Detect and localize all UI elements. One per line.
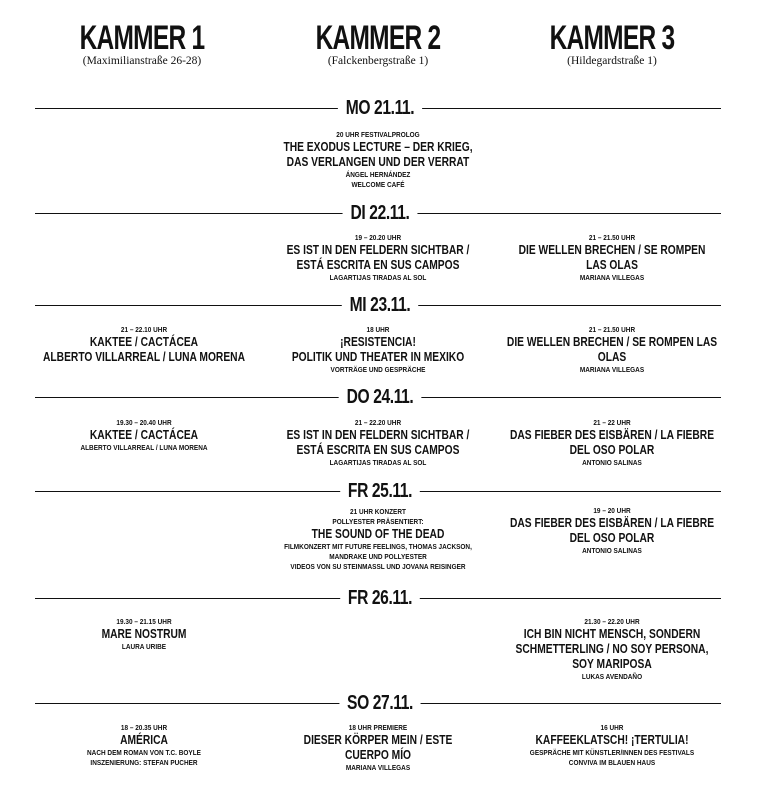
event-block: [248, 418, 508, 468]
event-note: MANDRAKE UND POLLYESTER: [329, 552, 427, 561]
event-title: KAKTEE / CACTÁCEA: [89, 335, 199, 349]
day-label-text: DO 24.11.: [339, 386, 421, 408]
event-time: 21 – 21.50 UHR: [588, 233, 636, 242]
event-block: [14, 617, 274, 652]
event-time: 21 – 22.20 UHR: [354, 418, 402, 427]
venue-address: (Maximilianstraße 26-28): [82, 55, 202, 67]
event-time: 20 UHR FESTIVALPROLOG: [336, 130, 420, 139]
event-note: LAGARTIJAS TIRADAS AL SOL: [329, 273, 427, 282]
event-time: 21 – 22.10 UHR: [120, 325, 168, 334]
event-note: ALBERTO VILLARREAL / LUNA MORENA: [80, 443, 208, 452]
event-note: GESPRÄCHE MIT KÜNSTLER/INNEN DES FESTIVALS: [529, 748, 695, 757]
event-time: 18 UHR: [366, 325, 390, 334]
day-label-text: DI 22.11.: [343, 202, 418, 224]
event-title: MARE NOSTRUM: [101, 627, 187, 641]
event-note: NACH DEM ROMAN VON T.C. BOYLE: [87, 748, 201, 757]
event-block: [482, 418, 742, 468]
event-block: [14, 325, 274, 365]
event-title: DIE WELLEN BRECHEN / SE ROMPEN: [518, 243, 706, 257]
day-label: [302, 202, 458, 224]
event-note: VORTRÄGE UND GESPRÄCHE: [330, 365, 426, 374]
event-time: 21.30 – 22.20 UHR: [584, 617, 640, 626]
event-time: 21 – 22 UHR: [593, 418, 631, 427]
event-block: [248, 507, 508, 572]
event-title: ¡RESISTENCIA!: [340, 335, 416, 349]
event-note: LAURA URIBE: [121, 642, 167, 651]
event-title: ES IST IN DEN FELDERN SICHTBAR /: [286, 428, 470, 442]
venue-address: (Falckenbergstraße 1): [327, 55, 429, 67]
event-block: [482, 233, 742, 283]
event-note: CONVIVA IM BLAUEN HAUS: [568, 758, 656, 767]
event-block: [482, 617, 742, 682]
event-block: [482, 723, 742, 768]
event-note: FILMKONZERT MIT FUTURE FEELINGS, THOMAS JACKSON,: [284, 542, 472, 551]
day-label: [302, 692, 458, 714]
event-note: LAGARTIJAS TIRADAS AL SOL: [329, 458, 427, 467]
event-title: CUERPO MÍO: [344, 748, 412, 762]
event-note: LUKAS AVENDAÑO: [581, 672, 643, 681]
event-note: ANTONIO SALINAS: [582, 546, 642, 555]
day-label-text: MI 23.11.: [342, 294, 418, 316]
event-time: 21 – 21.50 UHR: [588, 325, 636, 334]
event-block: [482, 506, 742, 556]
event-title: DEL OSO POLAR: [569, 531, 655, 545]
event-note: MARIANA VILLEGAS: [345, 763, 411, 772]
event-title: DAS FIEBER DES EISBÄREN / LA FIEBRE: [509, 428, 715, 442]
event-title: ES IST IN DEN FELDERN SICHTBAR /: [286, 243, 470, 257]
day-label: [302, 587, 458, 609]
event-note: ANTONIO SALINAS: [582, 458, 642, 467]
day-label: [302, 97, 458, 119]
event-title: KAFFEEKLATSCH! ¡TERTULIA!: [535, 733, 689, 747]
venue-header-kammer-1: [22, 18, 262, 68]
day-label: [302, 386, 458, 408]
day-label-text: FR 26.11.: [340, 587, 420, 609]
event-title: LAS OLAS: [586, 258, 638, 272]
event-title: SOY MARIPOSA: [572, 657, 652, 671]
event-block: [14, 418, 274, 453]
venue-header-kammer-2: [258, 18, 498, 68]
day-label: [302, 480, 458, 502]
event-presenter: POLLYESTER PRÄSENTIERT:: [332, 517, 424, 526]
venue-name: KAMMER 2: [315, 19, 441, 57]
event-block: [14, 723, 274, 768]
event-title: SCHMETTERLING / NO SOY PERSONA,: [515, 642, 709, 656]
event-title: POLITIK UND THEATER IN MEXIKO: [291, 350, 465, 364]
event-time: 19 – 20 UHR: [593, 506, 631, 515]
day-label-text: MO 21.11.: [338, 97, 422, 119]
event-block: [248, 130, 508, 190]
event-block: [482, 325, 742, 375]
event-title: ESTÁ ESCRITA EN SUS CAMPOS: [296, 258, 460, 272]
event-block: [248, 325, 508, 375]
event-note: MARIANA VILLEGAS: [579, 273, 645, 282]
venue-name: KAMMER 1: [79, 19, 205, 57]
venue-header-kammer-3: [492, 18, 732, 68]
event-time: 16 UHR: [600, 723, 624, 732]
event-title: ESTÁ ESCRITA EN SUS CAMPOS: [296, 443, 460, 457]
event-title: DAS VERLANGEN UND DER VERRAT: [286, 155, 470, 169]
event-title: KAKTEE / CACTÁCEA: [89, 428, 199, 442]
event-note: INSZENIERUNG: STEFAN PUCHER: [90, 758, 198, 767]
event-title: ICH BIN NICHT MENSCH, SONDERN: [523, 627, 701, 641]
venue-address: (Hildegardstraße 1): [567, 55, 657, 67]
event-title: OLAS: [597, 350, 627, 364]
day-label-text: SO 27.11.: [339, 692, 420, 714]
event-note: VIDEOS VON SU STEINMASSL UND JOVANA REISINGER: [290, 562, 466, 571]
event-note: WELCOME CAFÉ: [351, 180, 405, 189]
day-label: [302, 294, 458, 316]
event-note: MARIANA VILLEGAS: [579, 365, 645, 374]
event-block: [248, 233, 508, 283]
event-note: ÁNGEL HERNÁNDEZ: [345, 170, 411, 179]
event-title: AMÉRICA: [120, 733, 168, 747]
event-time: 19 – 20.20 UHR: [354, 233, 402, 242]
event-title: DEL OSO POLAR: [569, 443, 655, 457]
event-block: [248, 723, 508, 773]
event-time: 18 UHR PREMIERE: [348, 723, 408, 732]
event-time: 18 – 20.35 UHR: [120, 723, 168, 732]
event-title: DAS FIEBER DES EISBÄREN / LA FIEBRE: [509, 516, 715, 530]
event-time: 19.30 – 20.40 UHR: [116, 418, 172, 427]
event-title: THE EXODUS LECTURE – DER KRIEG,: [283, 140, 473, 154]
event-time: 21 UHR KONZERT: [350, 507, 406, 516]
event-title: ALBERTO VILLARREAL / LUNA MORENA: [43, 350, 245, 364]
day-label-text: FR 25.11.: [340, 480, 420, 502]
event-time: 19.30 – 21.15 UHR: [116, 617, 172, 626]
event-title: THE SOUND OF THE DEAD: [311, 527, 445, 541]
venue-name: KAMMER 3: [549, 19, 675, 57]
event-title: DIE WELLEN BRECHEN / SE ROMPEN LAS: [506, 335, 718, 349]
event-title: DIESER KÖRPER MEIN / ESTE: [303, 733, 453, 747]
